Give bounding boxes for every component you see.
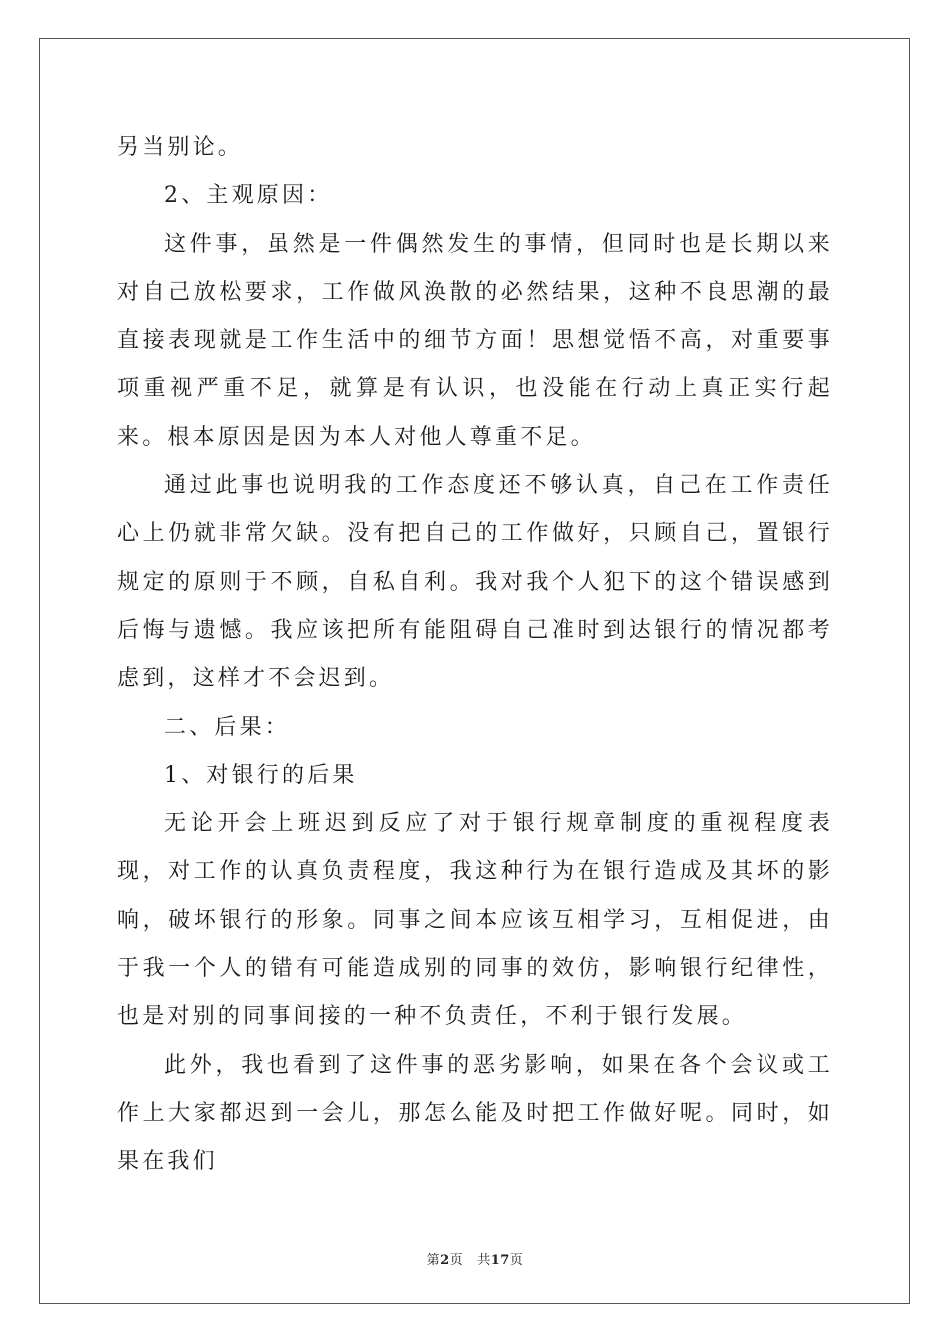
paragraph: 1、对银行的后果 — [164, 762, 358, 788]
paragraph: 此外，我也看到了这件事的恶劣影响，如果在各个会议或工作上大家都迟到一会儿，那怎么能及时把工作做好呢。同时，如果在我们 — [117, 1052, 833, 1175]
paragraph: 这件事，虽然是一件偶然发生的事情，但同时也是长期以来对自己放松要求，工作做风涣散的必然结果，这种不良思潮的最直接表现就是工作生活中的细节方面！思想觉悟不高，对重要事项重视严重不足，就算是有认识，也没能在行动上真正实行起来。根本原因是因为本人对他人尊重不足。 — [117, 231, 833, 450]
page-number: 2 — [440, 1253, 450, 1268]
paragraph: 无论开会上班迟到反应了对于银行规章制度的重视程度表现，对工作的认真负责程度，我这种行为在银行造成及其坏的影响，破坏银行的形象。同事之间本应该互相学习，互相促进，由于我一个人的错有可能造成别的同事的效仿，影响银行纪律性，也是对别的同事间接的一种不负责任，不利于银行发展。 — [117, 811, 833, 1030]
total-pages: 17 — [490, 1253, 510, 1268]
total-prefix: 共 — [477, 1253, 491, 1268]
page-prefix: 第 — [426, 1253, 441, 1268]
page-footer — [0, 1249, 950, 1268]
page-suffix: 页 — [449, 1253, 464, 1268]
paragraph: 通过此事也说明我的工作态度还不够认真，自己在工作责任心上仍就非常欠缺。没有把自己的工作做好，只顾自己，置银行规定的原则于不顾，自私自利。我对我个人犯下的这个错误感到后悔与遗憾。我应该把所有能阻碍自己准时到达银行的情况都考虑到，这样才不会迟到。 — [117, 473, 833, 692]
paragraph: 二、后果： — [164, 714, 291, 740]
document-body — [117, 124, 833, 1187]
paragraph: 2、主观原因： — [164, 183, 333, 209]
total-suffix: 页 — [509, 1253, 524, 1268]
paragraph: 另当别论。 — [117, 135, 244, 160]
